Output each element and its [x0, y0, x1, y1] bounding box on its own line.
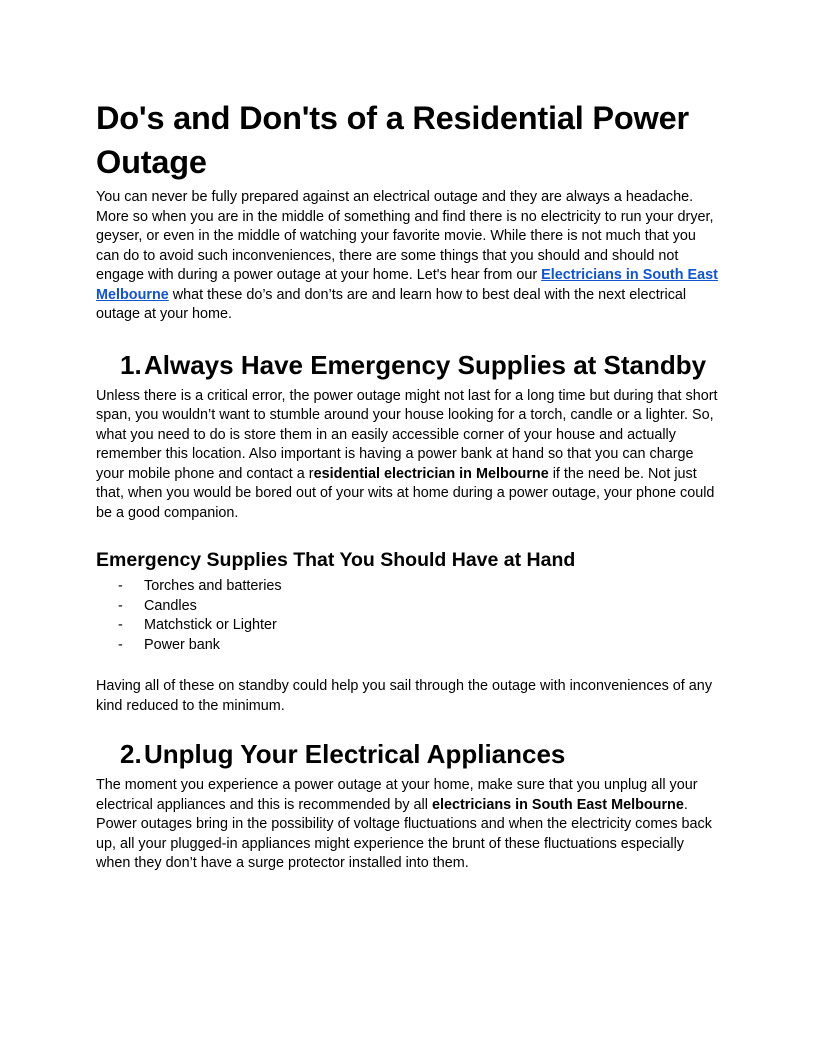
list-bullet: - [118, 636, 123, 653]
list-bullet: - [118, 617, 123, 633]
list-item-text: Matchstick or Lighter [144, 617, 277, 633]
list-item [96, 636, 720, 656]
section-2-bold-text: electricians in South East Melbourne [431, 796, 684, 813]
section-1-number: 1. [120, 349, 142, 380]
section-2-heading [96, 738, 720, 770]
list-bullet: - [118, 597, 123, 614]
electricians-link[interactable]: Electricians in South East Melbourne [96, 267, 718, 303]
list-item-text: Power bank [144, 636, 220, 653]
supplies-subheading: Emergency Supplies That You Should Have at Hand [96, 549, 576, 571]
list-item-text: Torches and batteries [144, 578, 282, 594]
section-1-text-end: if the need be. Not just that, when you would be bored out of your wits at home during a power outage, your phone could be a good companion. [96, 465, 715, 521]
list-item [96, 616, 720, 636]
section-1-heading [96, 349, 720, 381]
section-2-title: Unplug Your Electrical Appliances [144, 739, 566, 769]
intro-text: You can never be fully prepared against an electrical outage and they are always a headache. More so when you are in the middle of something and find there is no electricity to run your dryer, geyser, or even in the middle of watching your favorite movie. While there is not much that you can do to avoid such inconveniences, there are some things that you should and should not engage with during a power outage at your home. Let's hear from our [96, 189, 714, 283]
section-2-text-end: . Power outages bring in the possibility of voltage fluctuations and when the electricity comes back up, all your plugged-in appliances might experience the brunt of these fluctuations especially when they don’t have a surge protector installed into them. [96, 796, 712, 871]
intro-text-end: what these do’s and don’ts are and learn how to best deal with the next electrical outage at your home. [96, 286, 687, 322]
list-item [96, 597, 720, 617]
page-title: Do's and Don'ts of a Residential Power Outage [96, 100, 689, 180]
intro-paragraph [96, 188, 720, 325]
section-2-paragraph [96, 776, 720, 874]
section-1-paragraph [96, 387, 720, 524]
section-1-bold-text: esidential electrician in Melbourne [313, 465, 549, 482]
section-1-text: Unless there is a critical error, the power outage might not last for a long time but during that short span, you wouldn’t want to stumble around your house looking for a torch, candle or a lighter. So, what you need to do is store them in an easily accessible corner of your house and actually remember this location. Also important is having a power bank at hand so that you can charge your mobile phone and contact a r [96, 387, 718, 482]
section-2-number: 2. [120, 739, 142, 769]
supplies-closing-paragraph: Having all of these on standby could help you sail through the outage with inconveniences of any kind reduced to the minimum. [96, 678, 713, 714]
section-2-text: The moment you experience a power outage at your home, make sure that you unplug all your electrical appliances and this is recommended by all [96, 777, 698, 813]
list-item-text: Candles [144, 597, 197, 614]
section-1-title: Always Have Emergency Supplies at Standby [144, 349, 707, 380]
list-item [96, 577, 720, 597]
document-page [96, 96, 720, 874]
supplies-list [96, 577, 720, 655]
list-bullet: - [118, 578, 123, 594]
